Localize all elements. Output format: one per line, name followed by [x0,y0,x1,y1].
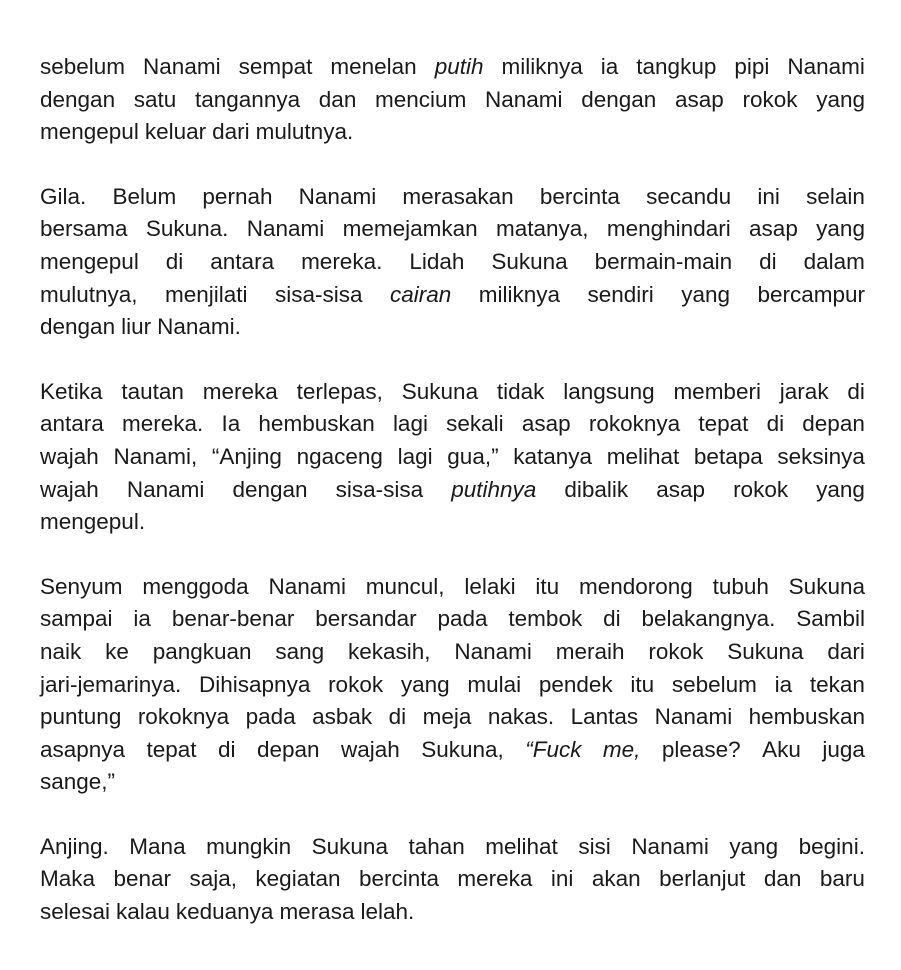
word: Lidah [409,248,465,274]
word: Dihisapnya [199,671,311,697]
text-line [40,766,865,799]
word: Sukuna [788,573,865,599]
word: sempat [238,54,313,79]
word: kegiatan [255,866,341,892]
word: sisa-sisa [335,476,424,502]
word: Mana [129,833,186,859]
paragraph [40,51,865,149]
word: tautan [121,378,184,404]
word: asap [521,411,571,437]
text-line [40,116,865,149]
word: Lantas [570,704,639,730]
word: menjilati [165,281,248,307]
word: yang [816,476,865,502]
word: itu [630,671,655,697]
word: benar [113,866,172,892]
text-line [40,311,865,344]
text-line [40,831,865,864]
word: Senyum [40,573,123,599]
word: rokok [742,86,798,112]
word: miliknya [501,54,583,79]
word: memejamkan [342,216,478,242]
word: depan [256,736,320,762]
text-line [40,506,865,539]
word: Sambil [796,606,865,632]
word: lelah. [360,899,415,925]
italic-word: putih [434,54,484,79]
word: di [766,411,785,437]
word: mulutnya. [255,119,354,145]
word: mungkin [206,833,292,859]
word: kekasih, [348,638,431,664]
word: matanya, [496,216,589,242]
word: Sukuna. [145,216,229,242]
word: Nanami [485,86,563,112]
word: wajah [340,736,400,762]
paragraph [40,831,865,929]
italic-word: me, [602,736,641,762]
word: Belum [112,183,177,209]
word: Sukuna [401,378,479,404]
word: nakas. [487,704,555,730]
paragraph [40,181,865,344]
word: betapa [693,443,763,469]
word: tembok [508,606,583,632]
word: tahan [408,833,465,859]
word: pernah [202,183,273,209]
word: ia [774,671,793,697]
word: sang [275,638,325,664]
word: itu [535,573,560,599]
word: Nanami [654,704,733,730]
word: mengepul [40,248,139,274]
text-line [40,441,865,474]
word: Nanami [268,573,346,599]
text-line [40,279,865,312]
word: rokoknya [137,704,230,730]
word: rokok [328,671,384,697]
word: rokok [648,638,704,664]
word: Nanami [126,476,205,502]
word: sebelum [40,54,126,79]
word: pipi [734,54,770,79]
word: yang [816,86,865,112]
text-line [40,701,865,734]
word: secandu [646,183,732,209]
word: bersandar [315,606,417,632]
word: ia [133,606,151,632]
word: jarak [779,378,829,404]
word: wajah [40,443,99,469]
word: Maka [40,866,96,892]
word: muncul, [365,573,445,599]
word: Sukuna [491,248,568,274]
word: Nanami [631,833,709,859]
word: menggoda [142,573,249,599]
word: Ia [221,411,241,437]
word: tepat [146,736,197,762]
word: merasa [279,899,355,925]
word: benar-benar [171,606,295,632]
word: pada [245,704,296,730]
word: asapnya [40,736,126,762]
word: dan [763,866,802,892]
word: dengan [40,314,116,340]
word: jari-jemarinya. [40,671,182,697]
word: Sukuna [311,833,388,859]
word: Sukuna [727,638,804,664]
paragraph [40,376,865,539]
text-line [40,408,865,441]
word: mulutnya, [40,281,138,307]
word: Anjing. [40,833,109,859]
text-line [40,571,865,604]
word: bermain-main [594,248,733,274]
word: puntung [40,704,122,730]
word: menghindari [606,216,731,242]
text-line [40,603,865,636]
word: menelan [330,54,417,79]
word: sisa-sisa [275,281,363,307]
word: tubuh [712,573,769,599]
word: terlepas, [296,378,383,404]
text-line [40,51,865,84]
word: sange,” [40,769,116,795]
text-line [40,376,865,409]
word: hembuskan [748,704,865,730]
word: asbak [312,704,373,730]
word: tangkup [636,54,717,79]
word: mendorong [578,573,693,599]
text-line [40,896,865,929]
word: yang [681,281,730,307]
word: sebelum [671,671,757,697]
word: “Anjing [211,443,282,469]
word: dari [212,119,250,145]
word: asap [656,476,705,502]
word: Sukuna, [421,736,504,762]
word: tepat [698,411,749,437]
word: dari [827,638,865,664]
word: wajah [40,476,99,502]
word: yang [729,833,779,859]
word: sampai [40,606,113,632]
word: dengan [232,476,308,502]
word: mereka. [122,411,204,437]
word: di [759,248,777,274]
text-line [40,181,865,214]
word: Nanami, [113,443,198,469]
word: langsung [563,378,655,404]
word: kalau [116,899,170,925]
word: begini. [798,833,865,859]
text-line [40,669,865,702]
word: please? [661,736,741,762]
word: pada [437,606,488,632]
word: bersama [40,216,128,242]
word: naik [40,638,82,664]
text-line [40,213,865,246]
word: pendek [538,671,613,697]
word: mencium [375,86,467,112]
word: asap [675,86,724,112]
word: ia [600,54,619,79]
word: Nanami. [157,314,241,340]
word: dibalik [564,476,629,502]
word: tidak [496,378,545,404]
word: melihat [485,833,558,859]
word: di [165,248,184,274]
italic-word: putihnya [451,476,537,502]
word: juga [822,736,865,762]
word: lelaki [464,573,516,599]
word: asap [749,216,798,242]
word: Nanami [298,183,377,209]
paragraph [40,571,865,799]
word: saja, [189,866,237,892]
document-body [40,51,865,929]
word: depan [802,411,865,437]
word: ini [757,183,780,209]
word: di [388,704,407,730]
word: selesai [40,899,111,925]
word: Nanami [246,216,325,242]
text-line [40,863,865,896]
word: yang [400,671,450,697]
word: mereka [457,866,533,892]
word: di [603,606,621,632]
word: rokoknya [588,411,681,437]
word: bercinta [358,866,439,892]
word: ngaceng [296,443,383,469]
word: mereka [202,378,278,404]
word: antara [40,411,104,437]
word: katanya [513,443,593,469]
word: hembuskan [258,411,375,437]
italic-word: “Fuck [525,736,582,762]
word: mulai [467,671,522,697]
word: dengan [581,86,657,112]
word: tangannya [195,86,301,112]
word: merasakan [402,183,514,209]
word: satu [133,86,177,112]
word: mengepul. [40,509,146,535]
word: meraih [555,638,625,664]
word: baru [819,866,865,892]
word: tekan [809,671,865,697]
italic-word: cairan [389,281,452,307]
text-line [40,734,865,767]
word: di [218,736,236,762]
word: yang [816,216,865,242]
word: sisi [578,833,611,859]
word: Nanami [787,54,865,79]
word: pangkuan [152,638,252,664]
word: berlanjut [659,866,746,892]
word: bercinta [539,183,620,209]
word: di [847,378,865,404]
word: akan [591,866,641,892]
text-line [40,246,865,279]
word: liur [121,314,152,340]
word: lagi [397,443,433,469]
word: mereka. [301,248,383,274]
word: Nanami [143,54,221,79]
word: Aku [762,736,801,762]
word: Nanami [454,638,532,664]
word: keduanya [175,899,274,925]
word: keluar [144,119,207,145]
word: miliknya [478,281,561,307]
word: dengan [40,86,116,112]
word: meja [422,704,472,730]
word: dan [318,86,357,112]
word: dalam [803,248,865,274]
word: memberi [673,378,761,404]
word: belakangnya. [641,606,776,632]
word: Ketika [40,378,103,404]
word: Gila. [40,183,87,209]
word: mengepul [40,119,139,145]
word: sekali [446,411,504,437]
word: gua,” [447,443,499,469]
word: ke [105,638,129,664]
word: bercampur [757,281,865,307]
word: rokok [733,476,789,502]
text-line [40,84,865,117]
word: sendiri [587,281,654,307]
word: lagi [392,411,428,437]
word: melihat [606,443,680,469]
text-line [40,636,865,669]
word: seksinya [777,443,865,469]
word: antara [210,248,275,274]
text-line [40,474,865,507]
word: selain [806,183,865,209]
word: ini [550,866,574,892]
